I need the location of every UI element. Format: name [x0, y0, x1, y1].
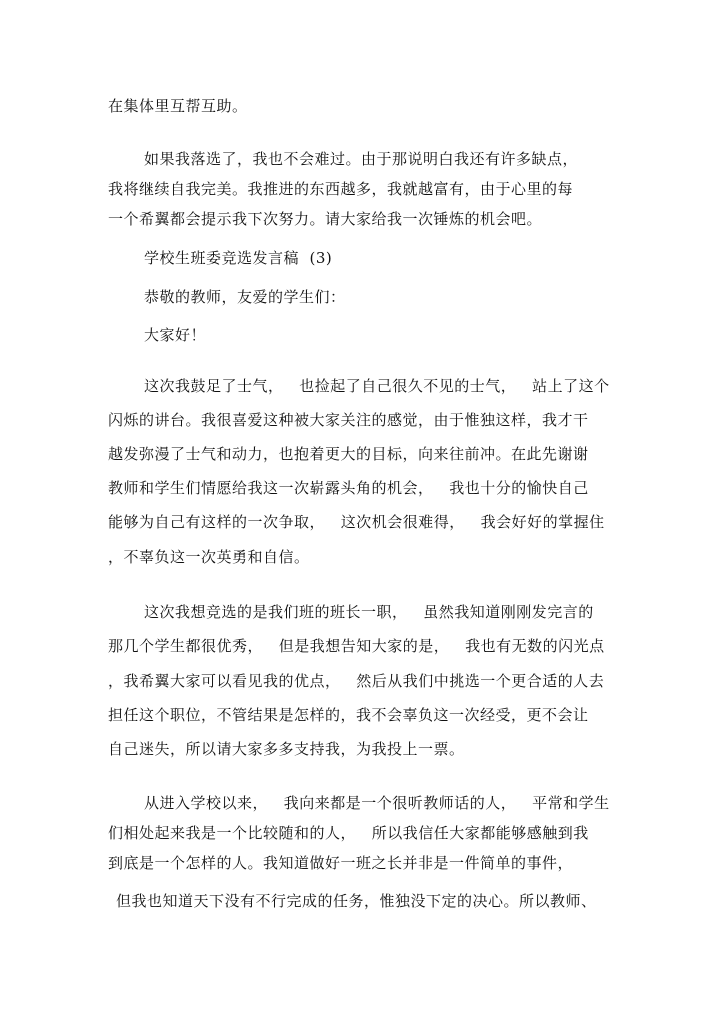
- text-line: 我将继续自我完美。我推进的东西越多，我就越富有，由于心里的每: [108, 180, 574, 198]
- text-line: 如果我落选了，我也不会难过。由于那说明白我还有许多缺点，: [144, 150, 579, 168]
- text-line: 到底是一个怎样的人。我知道做好一班之长并非是一件简单的事件，: [108, 854, 574, 872]
- text-line: 但我也知道天下没有不行完成的任务，惟独没下定的决心。所以教师、: [116, 892, 597, 910]
- salutation: 恭敬的教师，友爱的学生们：: [144, 288, 346, 306]
- text-line: ，不辜负这一次英勇和自信。: [108, 548, 310, 566]
- text-line: 这次我鼓足了士气， 也捡起了自己很久不见的士气， 站上了这个: [144, 377, 610, 395]
- text-line: 教师和学生们情愿给我这一次崭露头角的机会， 我也十分的愉快自己: [108, 479, 589, 497]
- text-line: 在集体里互帮互助。: [108, 97, 248, 115]
- text-line: 们相处起来我是一个比较随和的人， 所以我信任大家都能够感触到我: [108, 824, 589, 842]
- text-line: 那几个学生都很优秀， 但是我想告知大家的是， 我也有无数的闪光点: [108, 637, 605, 655]
- text-line: 自己迷失，所以请大家多多支持我，为我投上一票。: [108, 740, 465, 758]
- text-line: 担任这个职位，不管结果是怎样的，我不会辜负这一次经受，更不会让: [108, 706, 589, 724]
- text-line: 越发弥漫了士气和动力，也抱着更大的目标，向来往前冲。在此先谢谢: [108, 445, 589, 463]
- text-line: 能够为自己有这样的一次争取， 这次机会很难得， 我会好好的掌握住: [108, 513, 605, 531]
- text-line: 闪烁的讲台。我很喜爱这种被大家关注的感觉，由于惟独这样，我才干: [108, 411, 589, 429]
- text-line: 一个希翼都会提示我下次努力。请大家给我一次锤炼的机会吧。: [108, 210, 543, 228]
- section-heading: 学校生班委竞选发言稿 (3): [144, 249, 333, 267]
- text-line: 从进入学校以来， 我向来都是一个很听教师话的人， 平常和学生: [144, 794, 610, 812]
- greeting: 大家好！: [144, 326, 207, 344]
- text-line: ，我希翼大家可以看见我的优点， 然后从我们中挑选一个更合适的人去: [108, 672, 605, 690]
- text-line: 这次我想竞选的是我们班的班长一职， 虽然我知道刚刚发完言的: [144, 603, 594, 621]
